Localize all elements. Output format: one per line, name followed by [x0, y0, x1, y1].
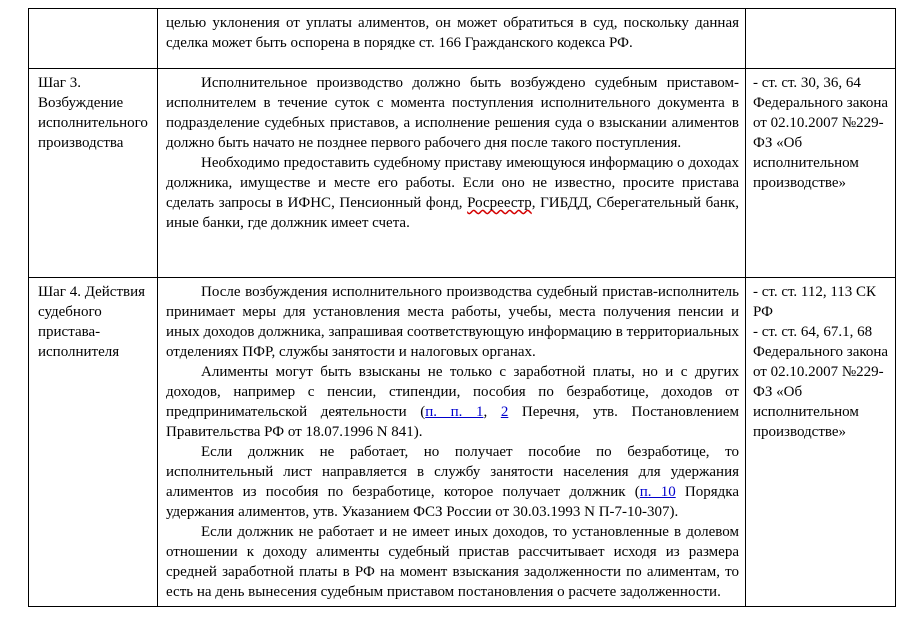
text-run: целью уклонения от уплаты алиментов, он может обратиться в суд, поскольку данная сделка может быть оспорена в порядке ст. 166 Гражданского кодекса РФ.: [166, 15, 739, 51]
misspelled-word: Росреестр: [467, 195, 532, 211]
text-run: Порядка удержания алиментов, утв. Указанием ФСЗ России от 30.03.1993 N П-7-10-307).: [166, 484, 740, 520]
text-run: Необходимо предоставить судебному приставу имеющуюся информацию о доходах должника, имуществе и месте его работы. Если оно не известно, просите пристава сделать запросы в ИФНС, Пенсионный фонд,: [166, 155, 739, 211]
paragraph: [166, 362, 739, 442]
text-run: - ст. ст. 30, 36, 64 Федерального закона от 02.10.2007 №229-ФЗ «Об исполнительном производстве»: [753, 75, 889, 191]
paragraph: [166, 282, 739, 362]
step-cell: Шаг 4. Действия судебного пристава-исполнителя: [29, 278, 158, 607]
inline-link[interactable]: п. п. 1: [425, 404, 484, 420]
text-run: - ст. ст. 112, 113 СК РФ: [753, 284, 877, 320]
body-cell: [158, 278, 746, 607]
paragraph: [753, 73, 891, 193]
alimony-steps-table: [28, 8, 896, 607]
text-run: Если должник не работает и не имеет иных доходов, то установленные в долевом отношении к доходу алименты судебный пристав рассчитывает исходя из размера средней заработной платы в РФ на момент взыскания задолженности по алиментам, то есть на день вынесения судебным приставом постановления о расчете задолженности.: [166, 524, 739, 600]
text-run: , ГИБДД, Сберегательный банк, иные банки, где должник имеет счета.: [166, 195, 739, 231]
paragraph: [166, 13, 739, 53]
reference-cell: [746, 9, 896, 69]
reference-cell: [746, 278, 896, 607]
text-run: После возбуждения исполнительного производства судебный пристав-исполнитель принимает меры для установления места работы, учебы, места получения пенсии и иных доходов должника, запрашивая соответствующую информацию в территориальных отделениях ПФР, службы занятости и налоговых органах.: [166, 284, 739, 360]
table-row-step3: [29, 69, 896, 278]
text-run: Если должник не работает, но получает пособие по безработице, то исполнительный лист направляется в службу занятости населения для удержания алиментов из пособия по безработице, которое получает должник (: [166, 444, 739, 500]
paragraph: [166, 522, 739, 602]
text-run: Алименты могут быть взысканы не только с заработной платы, но и с других доходов, например с пенсии, стипендии, пособия по безработице, доходов от предпринимательской деятельности (: [166, 364, 739, 420]
paragraph: [166, 442, 739, 522]
paragraph: [753, 322, 891, 442]
step-cell: Шаг 3. Возбуждение исполнительного производства: [29, 69, 158, 278]
table-row-step4: [29, 278, 896, 607]
inline-link[interactable]: п. 10: [639, 484, 676, 500]
reference-cell: [746, 69, 896, 278]
text-run: Исполнительное производство должно быть возбуждено судебным приставом-исполнителем в течение суток с момента поступления исполнительного документа в подразделение судебных приставов, а исполнение решения суда о взыскании алиментов должно быть начато не позднее первого рабочего дня после такого поступления.: [166, 75, 739, 151]
paragraph: [166, 153, 739, 233]
step-cell: [29, 9, 158, 69]
paragraph: [753, 282, 891, 322]
text-run: - ст. ст. 64, 67.1, 68 Федерального закона от 02.10.2007 №229-ФЗ «Об исполнительном производстве»: [753, 324, 889, 440]
table-row-continuation: [29, 9, 896, 69]
body-cell: [158, 69, 746, 278]
text-run: ,: [483, 404, 501, 420]
inline-link[interactable]: 2: [500, 404, 509, 420]
text-run: Перечня, утв. Постановлением Правительства РФ от 18.07.1996 N 841).: [166, 404, 740, 440]
body-cell: [158, 9, 746, 69]
paragraph: [166, 73, 739, 153]
